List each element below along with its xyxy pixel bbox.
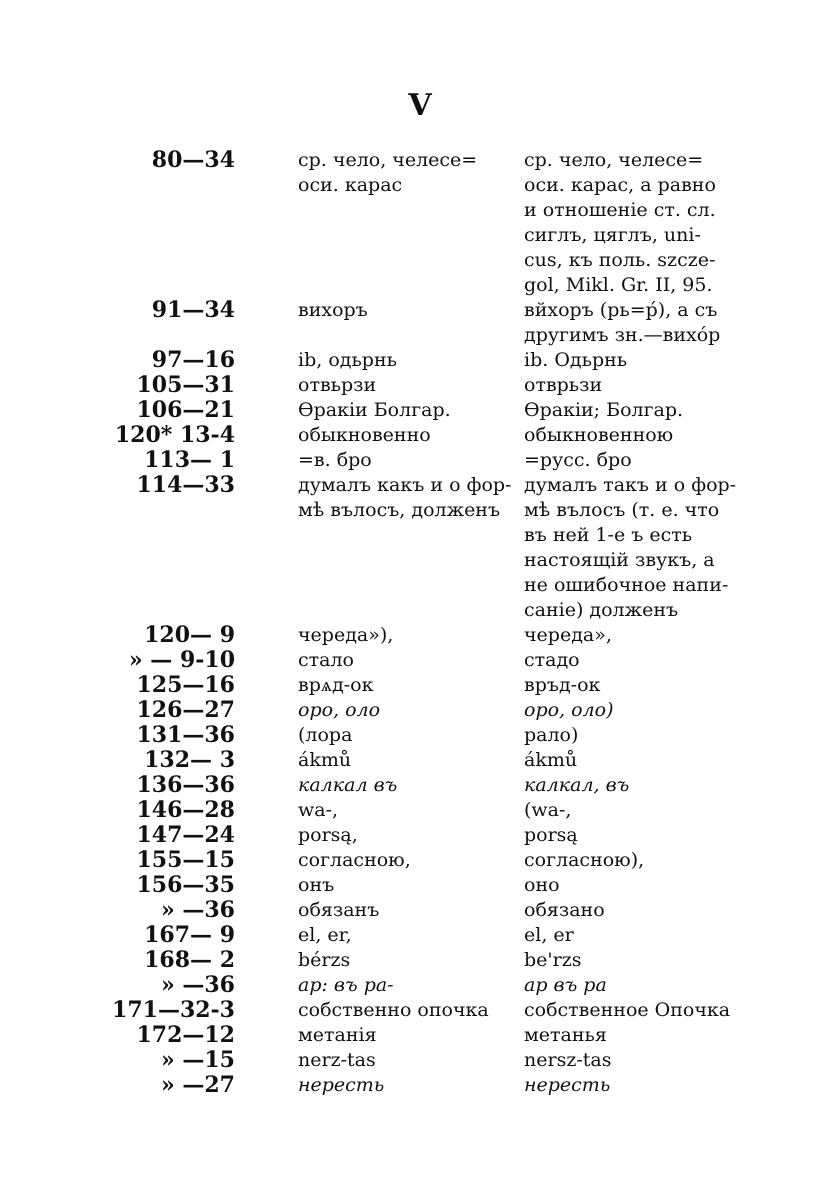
errata-misprint <box>298 773 513 798</box>
errata-misprint <box>298 798 513 823</box>
errata-correction <box>524 948 744 973</box>
errata-correction <box>524 373 744 398</box>
errata-correction <box>524 748 744 773</box>
errata-misprint <box>298 398 513 423</box>
errata-reference: » —36 <box>160 897 235 923</box>
errata-correction <box>524 873 744 898</box>
correction-line: Өракіи; Болгар. <box>524 399 684 421</box>
errata-reference: 80—34 <box>151 147 235 173</box>
errata-reference: 106—21 <box>136 397 235 423</box>
errata-misprint <box>298 623 513 648</box>
errata-reference: 91—34 <box>151 297 235 323</box>
correction-line: думалъ такъ и о фор- <box>524 474 737 496</box>
errata-misprint <box>298 373 513 398</box>
errata-misprint <box>298 898 513 923</box>
errata-correction <box>524 648 744 673</box>
misprint-line: череда»), <box>298 624 394 646</box>
correction-line: cus, къ поль. szcze- <box>524 249 716 271</box>
misprint-line: думалъ какъ и о фор- <box>298 474 512 496</box>
errata-correction <box>524 1023 744 1048</box>
correction-line: сиглъ, цяглъ, uni- <box>524 224 701 246</box>
errata-misprint <box>298 298 513 323</box>
errata-reference: » —36 <box>160 972 235 998</box>
errata-reference: 147—24 <box>136 822 235 848</box>
correction-line: стадо <box>524 649 580 671</box>
errata-misprint <box>298 648 513 673</box>
misprint-line: оси. карас <box>298 174 403 196</box>
errata-correction <box>524 798 744 823</box>
correction-line: согласною), <box>524 849 645 871</box>
correction-line: оно <box>524 874 560 896</box>
correction-line: саніе) долженъ <box>524 599 679 621</box>
errata-correction <box>524 823 744 848</box>
errata-misprint <box>298 698 513 723</box>
misprint-line: собственно опочка <box>298 999 489 1021</box>
correction-line: череда», <box>524 624 612 646</box>
correction-line: другимъ зн.—вихóр <box>524 324 721 346</box>
misprint-line: метанія <box>298 1024 377 1046</box>
errata-correction <box>524 673 744 698</box>
misprint-line: (лора <box>298 724 353 746</box>
errata-correction <box>524 848 744 873</box>
correction-line: =русс. бро <box>524 449 632 471</box>
misprint-line: согласною, <box>298 849 411 871</box>
errata-reference: 120* 13-4 <box>114 422 235 448</box>
correction-line: обязано <box>524 899 605 921</box>
errata-correction <box>524 148 744 298</box>
correction-line: калкал, въ <box>524 774 630 796</box>
errata-misprint <box>298 923 513 948</box>
errata-reference: 171—32-3 <box>112 997 235 1023</box>
correction-line: gol, Mikl. Gr. II, 95. <box>524 274 713 296</box>
errata-reference: 113— 1 <box>144 447 235 473</box>
errata-reference: 97—16 <box>151 347 235 373</box>
errata-reference: 105—31 <box>136 372 235 398</box>
misprint-line: ákmů <box>298 749 352 771</box>
correction-line: обыкновенною <box>524 424 674 446</box>
errata-correction <box>524 473 744 623</box>
errata-reference: 125—16 <box>136 672 235 698</box>
errata-misprint <box>298 948 513 973</box>
misprint-line: калкал въ <box>298 774 398 796</box>
errata-reference: 156—35 <box>136 872 235 898</box>
misprint-line: онъ <box>298 874 335 896</box>
misprint-line: el, er, <box>298 924 352 946</box>
misprint-line: Өракіи Болгар. <box>298 399 451 421</box>
errata-correction <box>524 773 744 798</box>
errata-correction <box>524 423 744 448</box>
errata-reference: 136—36 <box>136 772 235 798</box>
errata-correction <box>524 1048 744 1073</box>
errata-correction <box>524 298 744 348</box>
correction-line: оро, оло) <box>524 699 614 721</box>
errata-misprint <box>298 848 513 873</box>
correction-line: вйхоръ (рь=р́), а съ <box>524 299 718 321</box>
errata-correction <box>524 973 744 998</box>
errata-reference: » —15 <box>160 1047 235 1073</box>
correction-line: nersz-tas <box>524 1049 612 1071</box>
errata-correction <box>524 348 744 373</box>
errata-correction <box>524 398 744 423</box>
correction-line: настоящій звукъ, а <box>524 549 715 571</box>
errata-correction <box>524 998 744 1023</box>
correction-line: метанья <box>524 1024 607 1046</box>
errata-misprint <box>298 873 513 898</box>
errata-reference: 132— 3 <box>144 747 235 773</box>
misprint-line: porsą, <box>298 824 358 846</box>
misprint-line: отвьрзи <box>298 374 377 396</box>
correction-line: el, er <box>524 924 574 946</box>
correction-line: рало) <box>524 724 579 746</box>
misprint-line: =в. бро <box>298 449 372 471</box>
correction-line: не ошибочное напи- <box>524 574 729 596</box>
correction-line: porsą <box>524 824 578 846</box>
correction-line: отврьзи <box>524 374 603 396</box>
errata-reference: 120— 9 <box>144 622 235 648</box>
errata-reference: 146—28 <box>136 797 235 823</box>
misprint-line: оро, оло <box>298 699 381 721</box>
misprint-line: nerz-tas <box>298 1049 376 1071</box>
errata-correction <box>524 1073 744 1098</box>
correction-line: и отношеніе ст. сл. <box>524 199 716 221</box>
misprint-line: вихоръ <box>298 299 368 321</box>
correction-line: ákmů <box>524 749 578 771</box>
errata-misprint <box>298 748 513 773</box>
misprint-line: ib, одьрнь <box>298 349 397 371</box>
errata-misprint <box>298 723 513 748</box>
correction-line: собственное Опочка <box>524 999 731 1021</box>
errata-reference: » —27 <box>160 1072 235 1098</box>
errata-correction <box>524 623 744 648</box>
correction-line: be'rzs <box>524 949 582 971</box>
errata-correction <box>524 448 744 473</box>
errata-misprint <box>298 148 513 198</box>
errata-correction <box>524 923 744 948</box>
errata-correction <box>524 723 744 748</box>
errata-misprint <box>298 473 513 523</box>
misprint-line: обязанъ <box>298 899 380 921</box>
correction-line: нересть <box>524 1074 611 1096</box>
errata-misprint <box>298 1073 513 1098</box>
errata-misprint <box>298 423 513 448</box>
errata-reference: 155—15 <box>136 847 235 873</box>
errata-reference: 131—36 <box>136 722 235 748</box>
errata-misprint <box>298 348 513 373</box>
correction-line: оси. карас, а равно <box>524 174 716 196</box>
misprint-line: нересть <box>298 1074 385 1096</box>
errata-misprint <box>298 998 513 1023</box>
correction-line: мѣ вълосъ (т. е. что <box>524 499 720 521</box>
errata-misprint <box>298 973 513 998</box>
errata-correction <box>524 698 744 723</box>
misprint-line: wa-, <box>298 799 339 821</box>
errata-misprint <box>298 1048 513 1073</box>
errata-reference: 172—12 <box>136 1022 235 1048</box>
misprint-line: ср. чело, челесе= <box>298 149 478 171</box>
misprint-line: bérzs <box>298 949 351 971</box>
errata-misprint <box>298 1023 513 1048</box>
page-number: V <box>408 88 432 123</box>
correction-line: ib. Одьрнь <box>524 349 628 371</box>
correction-line: ар въ ра <box>524 974 607 996</box>
errata-reference: 168— 2 <box>144 947 235 973</box>
errata-reference: » — 9-10 <box>128 647 235 673</box>
errata-misprint <box>298 823 513 848</box>
errata-reference: 167— 9 <box>144 922 235 948</box>
misprint-line: ар: въ ра- <box>298 974 394 996</box>
misprint-line: стало <box>298 649 354 671</box>
correction-line: въ ней 1-е ъ есть <box>524 524 693 546</box>
errata-misprint <box>298 448 513 473</box>
correction-line: (wa-, <box>524 799 572 821</box>
errata-misprint <box>298 673 513 698</box>
correction-line: ср. чело, челесе= <box>524 149 704 171</box>
errata-correction <box>524 898 744 923</box>
misprint-line: мѣ вълосъ, долженъ <box>298 499 501 521</box>
correction-line: връд-ок <box>524 674 601 696</box>
misprint-line: обыкновенно <box>298 424 431 446</box>
errata-reference: 114—33 <box>136 472 235 498</box>
errata-reference: 126—27 <box>136 697 235 723</box>
misprint-line: врѧд-ок <box>298 674 374 696</box>
